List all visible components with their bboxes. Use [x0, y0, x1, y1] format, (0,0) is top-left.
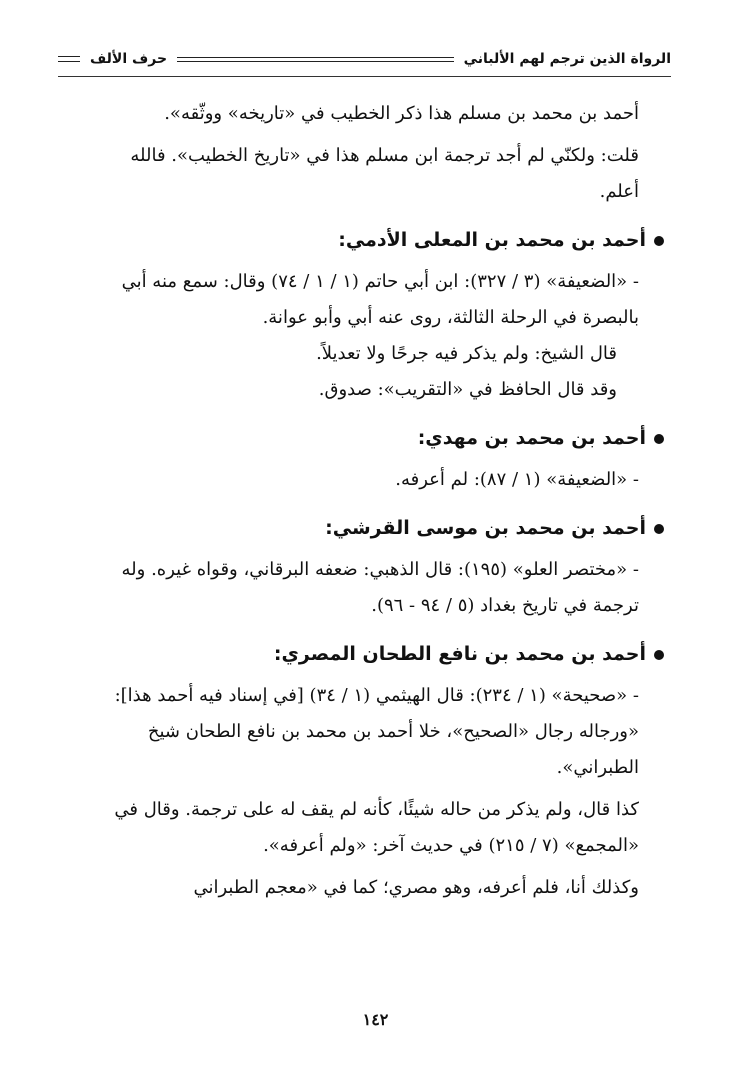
header-rule — [177, 57, 453, 62]
paragraph: قلت: ولكنّي لم أجد ترجمة ابن مسلم هذا في «تاريخ الخطيب». فالله أعلم. — [130, 145, 639, 202]
body-text — [99, 96, 646, 906]
entry-heading-text: أحمد بن محمد بن المعلى الأدمي: — [338, 229, 646, 251]
paragraph: كذا قال، ولم يذكر من حاله شيئًا، كأنه لم يقف له على ترجمة. وقال في «المجمع» (٧ / ٢١٥) في حديث آخر: «ولم أعرفه». — [114, 799, 639, 856]
entry-heading — [99, 420, 664, 456]
page-number: ١٤٢ — [362, 1010, 389, 1029]
running-title: الرواة الذين ترجم لهم الألباني — [463, 51, 671, 67]
entry-heading-text: أحمد بن محمد بن موسى القرشي: — [325, 517, 646, 539]
paragraph: - «الضعيفة» (٣ / ٣٢٧): ابن أبي حاتم (١ / ١ / ٧٤) وقال: سمع منه أبي بالبصرة في الرحلة الثالثة، روى عنه أبي وأبو عوانة. — [121, 271, 639, 328]
paragraph: وقد قال الحافظ في «التقريب»: صدوق. — [318, 379, 617, 400]
paragraph: قال الشيخ: ولم يذكر فيه جرحًا ولا تعديلاً. — [316, 343, 617, 364]
entry-heading-text: أحمد بن محمد بن نافع الطحان المصري: — [273, 643, 646, 665]
paragraph: - «صحيحة» (١ / ٢٣٤): قال الهيثمي (١ / ٣٤) [في إسناد فيه أحمد هذا]: «ورجاله رجال «الصحيح»، خلا أحمد بن محمد بن نافع الطحان شيخ الطبراني». — [114, 685, 639, 778]
bullet-icon — [654, 236, 664, 246]
paragraph: - «مختصر العلو» (١٩٥): قال الذهبي: ضعفه البرقاني، وقواه غيره. وله ترجمة في تاريخ بغداد (٥ / ٩٤ - ٩٦). — [121, 559, 639, 616]
bullet-icon — [654, 434, 664, 444]
paragraph: أحمد بن محمد بن مسلم هذا ذكر الخطيب في «تاريخه» ووثّقه». — [164, 103, 639, 124]
paragraph: - «الضعيفة» (١ / ٨٧): لم أعرفه. — [395, 469, 639, 490]
running-head — [58, 44, 671, 74]
entry-heading-text: أحمد بن محمد بن مهدي: — [417, 427, 646, 449]
bullet-icon — [654, 650, 664, 660]
header-ornament — [58, 56, 80, 62]
header-divider — [58, 76, 671, 77]
entry-heading — [99, 510, 664, 546]
entry-heading — [99, 222, 664, 258]
bullet-icon — [654, 524, 664, 534]
entry-heading — [99, 636, 664, 672]
paragraph: وكذلك أنا، فلم أعرفه، وهو مصري؛ كما في «معجم الطبراني — [193, 877, 639, 898]
section-title: حرف الألف — [90, 51, 168, 67]
